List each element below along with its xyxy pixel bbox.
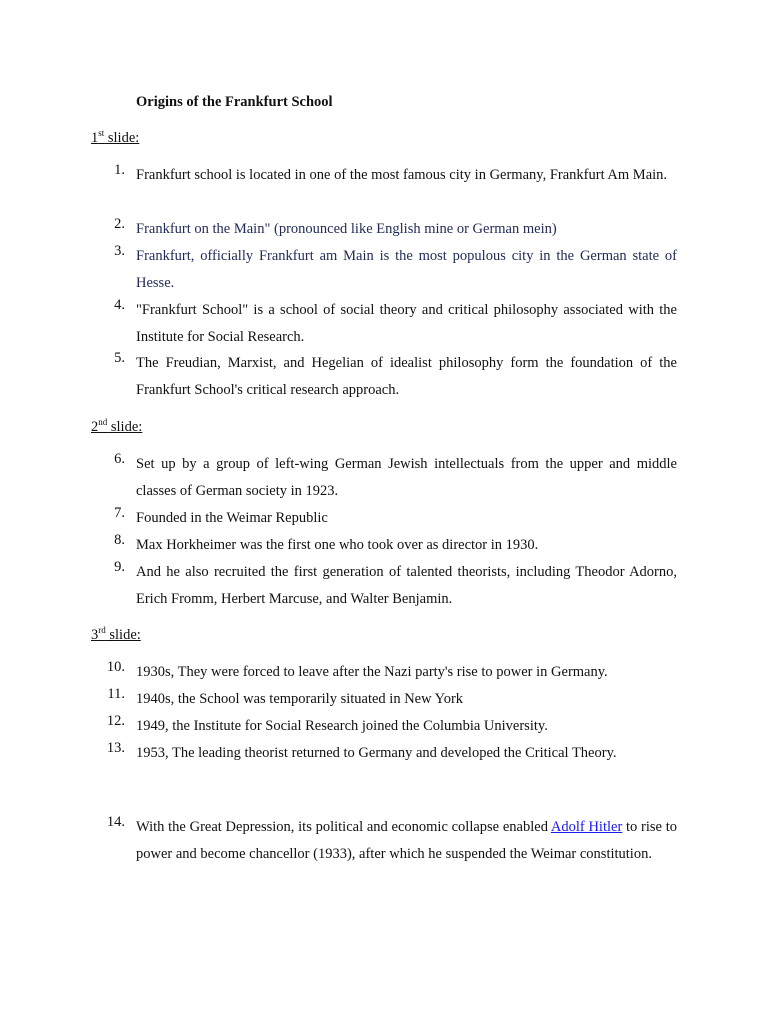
list-item-text [136,814,677,868]
slide-heading-2 [91,419,142,436]
list-item-text: Max Horkheimer was the first one who took over as director in 1930. [136,537,539,553]
list-item-number: 8. [114,532,125,548]
list-item-text: The Freudian, Marxist, and Hegelian of idealist philosophy form the foundation of the Frankfurt School's critical research approach. [136,355,677,398]
list-item-text-before: With the Great Depression, its political and economic collapse enabled [136,819,551,835]
slide-heading-num: 2 [91,419,99,435]
slide-heading-sup: rd [98,625,106,636]
list-item-number: 9. [114,559,125,575]
list-item-number: 14. [106,814,125,830]
list-item-number: 12. [106,713,125,729]
slide-heading-sup: st [98,128,105,139]
slide-heading-3 [91,627,141,644]
list-item-number: 1. [114,162,125,178]
slide-heading-label: slide: [105,627,141,643]
list-item-text: Frankfurt, officially Frankfurt am Main is the most populous city in the German state of Hesse. [136,248,677,291]
list-item-text: "Frankfurt School" is a school of social theory and critical philosophy associated with the Institute for Social Research. [136,302,677,345]
list-item-number: 7. [114,505,125,521]
adolf-hitler-link[interactable]: Adolf Hitler [550,819,623,835]
list-item-text: Set up by a group of left-wing German Jewish intellectuals from the upper and middle classes of German society in 1923. [136,456,677,499]
slide-heading-num: 1 [91,130,99,146]
list-item-number: 3. [114,243,125,259]
list-item-text: And he also recruited the first generation of talented theorists, including Theodor Adorno, Erich Fromm, Herbert Marcuse, and Walter Benjamin. [136,564,677,607]
slide-heading-1 [91,130,139,147]
list-item-text: Frankfurt school is located in one of the most famous city in Germany, Frankfurt Am Main. [136,167,668,183]
slide-heading-num: 3 [91,627,99,643]
list-item-text: Founded in the Weimar Republic [136,510,328,526]
list-item-number: 2. [114,216,125,232]
list-item-text: 1949, the Institute for Social Research joined the Columbia University. [136,718,548,734]
list-item-number: 13. [106,740,125,756]
list-item-number: 11. [107,686,125,702]
list-item-number: 5. [114,350,125,366]
document-title: Origins of the Frankfurt School [136,94,333,110]
slide-heading-sup: nd [98,417,108,428]
list-item-text: 1930s, They were forced to leave after the Nazi party's rise to power in Germany. [136,664,608,680]
list-item-text: Frankfurt on the Main" (pronounced like English mine or German mein) [136,221,557,237]
list-item-text: 1940s, the School was temporarily situated in New York [136,691,464,707]
list-item-number: 4. [114,297,125,313]
slide-heading-label: slide: [104,130,140,146]
list-item-number: 6. [114,451,125,467]
list-item-text-after: to rise to power and become chancellor (1933), after which he suspended the Weimar constitution. [136,819,677,862]
list-item-text: 1953, The leading theorist returned to Germany and developed the Critical Theory. [136,745,617,761]
list-item-number: 10. [106,659,125,675]
slide-heading-label: slide: [107,419,143,435]
